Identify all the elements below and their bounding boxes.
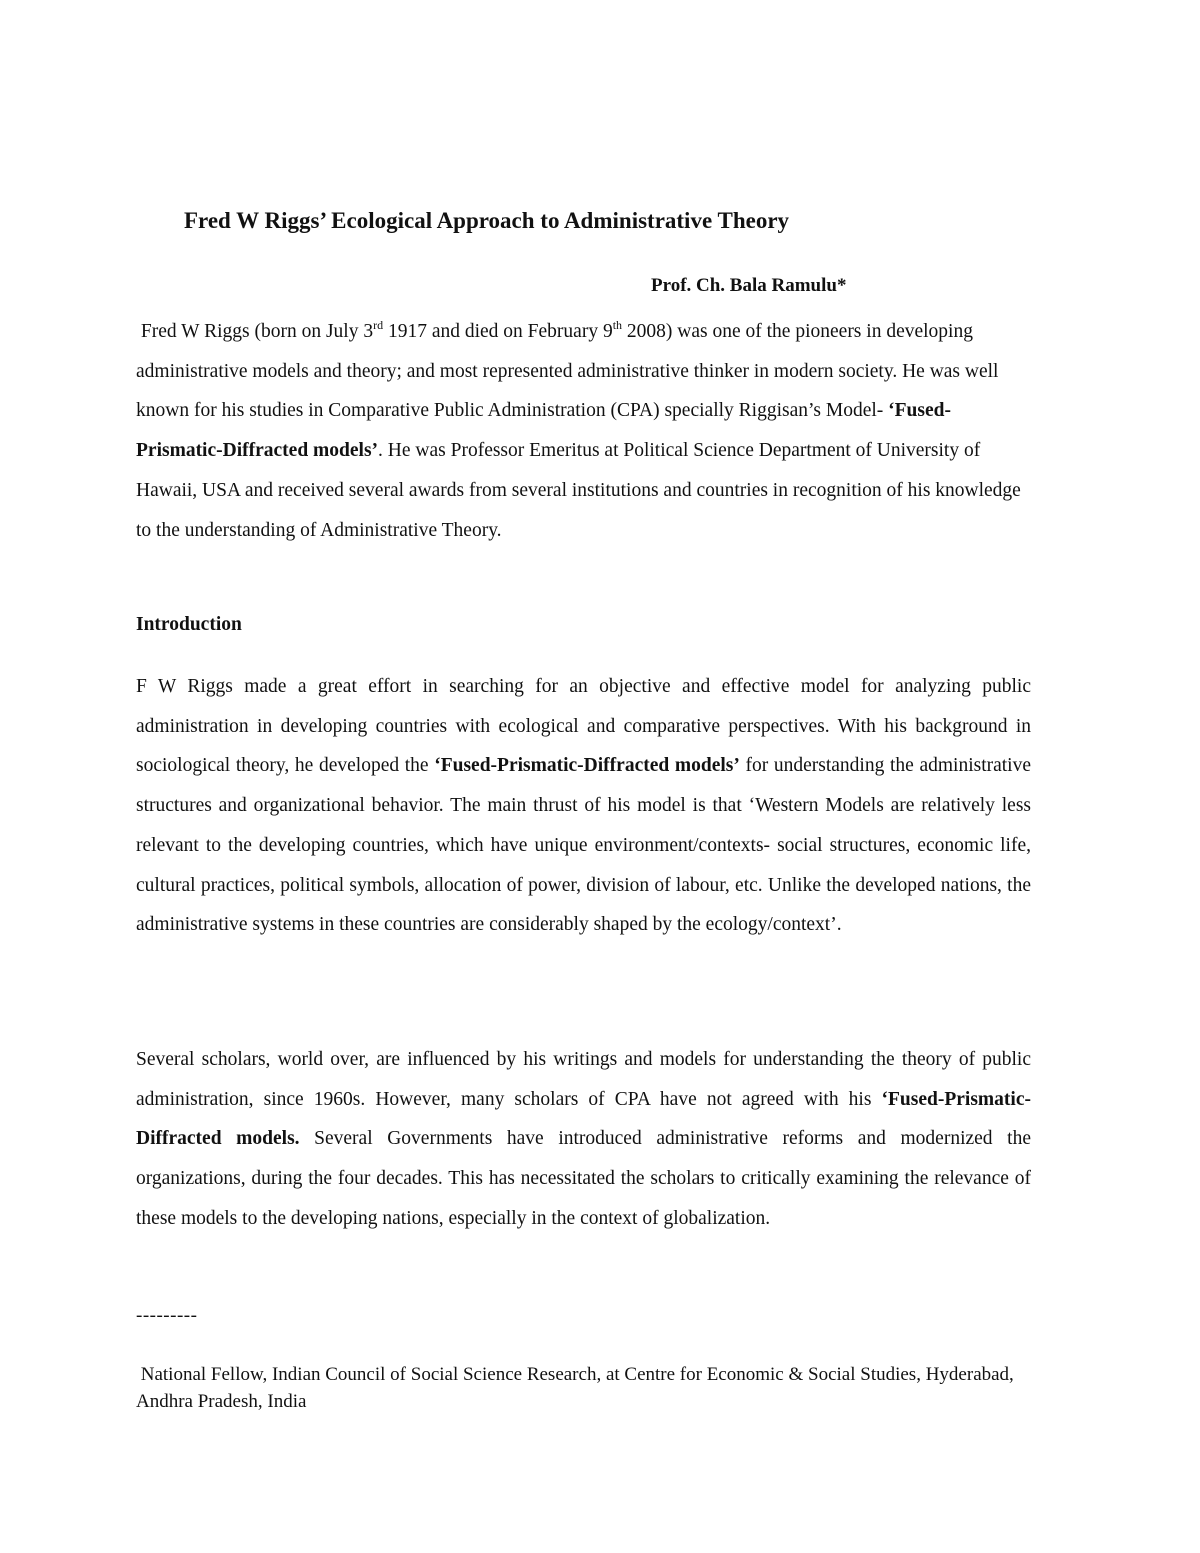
section-heading-introduction: Introduction <box>136 614 242 635</box>
footnote-separator: --------- <box>136 1305 198 1326</box>
model-name-bold: ‘Fused-Prismatic-Diffracted models’ <box>434 755 740 777</box>
para2-text-2: for understanding the administrative structures and organizational behavior. The main thrust of his model is that ‘Western Models are relatively less relevant to the developing countries, which have unique environment/contexts- social structures, economic life, cultural practices, political symbols, allocation of power, division of labour, etc. Unlike the developed nations, the administrative systems in these countries are considerably shaped by the ecology/context’. <box>136 755 1032 936</box>
intro-text-1: Fred W Riggs (born on July 3 <box>136 321 374 342</box>
intro-paragraph <box>136 312 1031 550</box>
model-name-bold: ‘Fused-Prismatic-Diffracted models’ <box>136 400 951 462</box>
para2-text-1: F W Riggs made a great effort in searching for an objective and effective model for analyzing public administration in developing countries with ecological and comparative perspectives. With his background in sociological theory, he developed the <box>136 676 1031 777</box>
para3-text-1: Several scholars, world over, are influenced by his writings and models for understanding the theory of public administration, since 1960s. However, many scholars of CPA have not agreed with his <box>136 1049 1031 1110</box>
footnote: National Fellow, Indian Council of Social Science Research, at Centre for Economic & Social Studies, Hyderabad, Andhra Pradesh, India <box>136 1364 1014 1412</box>
document-title: Fred W Riggs’ Ecological Approach to Administrative Theory <box>184 208 790 233</box>
introduction-paragraph-1 <box>136 667 1031 945</box>
para3-text-2: Several Governments have introduced administrative reforms and modernized the organizations, during the four decades. This has necessitated the scholars to critically examining the relevance of these models to the developing nations, especially in the context of globalization. <box>136 1128 1031 1229</box>
intro-text-4: . He was Professor Emeritus at Political Science Department of University of Hawaii, USA and received several awards from several institutions and countries in recognition of his knowledge to the understanding of Administrative Theory. <box>136 440 1021 541</box>
model-name-bold: ‘Fused-Prismatic-Diffracted models. <box>136 1088 1031 1150</box>
author-line: Prof. Ch. Bala Ramulu* <box>651 275 847 296</box>
superscript-rd: rd <box>373 318 384 332</box>
intro-text-2: 1917 and died on February 9 <box>383 321 613 342</box>
introduction-paragraph-2 <box>136 1040 1031 1239</box>
intro-text-3: 2008) was one of the pioneers in developing administrative models and theory; and most represented administrative thinker in modern society. He was well known for his studies in Comparative Public Administration (CPA) specially Riggisan’s Model- <box>136 321 999 422</box>
superscript-th: th <box>612 318 623 332</box>
